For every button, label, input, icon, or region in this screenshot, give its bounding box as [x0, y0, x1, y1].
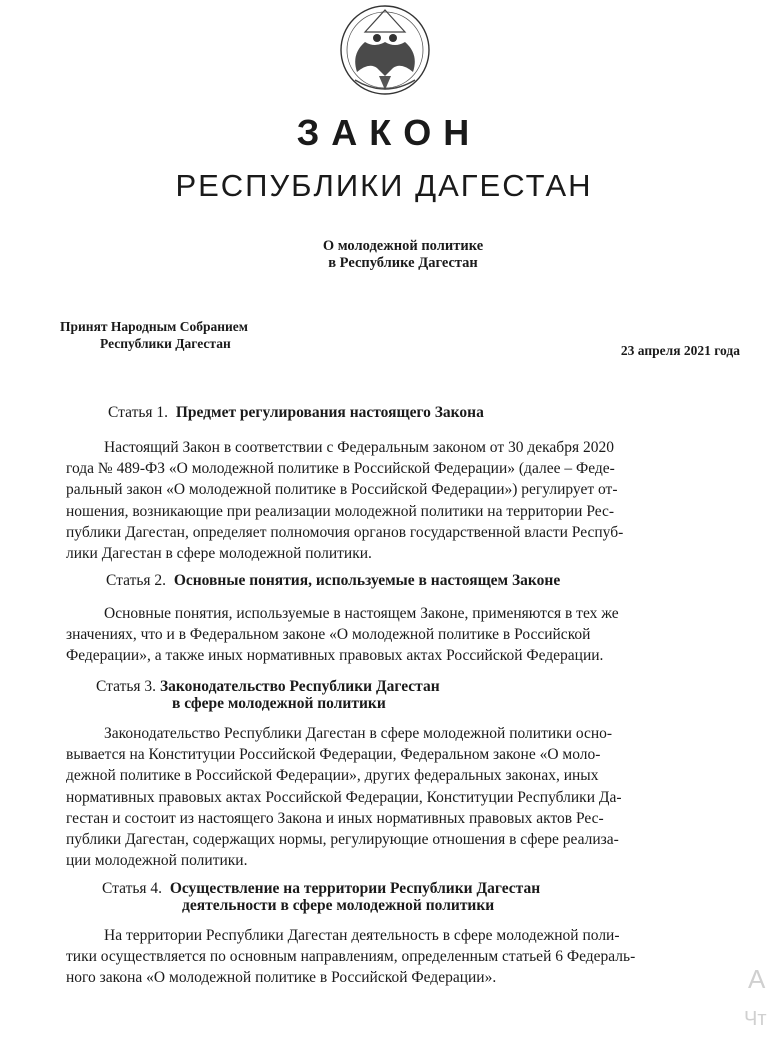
article-heading — [106, 572, 560, 589]
body-line: публики Дагестан, содержащих нормы, регулирующие отношения в сфере реализа- — [66, 831, 619, 849]
body-line: лики Дагестан в сфере молодежной политики. — [66, 545, 372, 563]
watermark-text: Чт — [744, 1008, 767, 1030]
coat-of-arms-icon — [335, 2, 435, 102]
article-title: Законодательство Республики Дагестан — [159, 678, 440, 695]
article-title: Основные понятия, используемые в настоящем Законе — [173, 572, 561, 589]
body-line: Законодательство Республики Дагестан в сфере молодежной политики осно- — [104, 725, 613, 742]
article-heading — [96, 678, 440, 712]
article-heading — [108, 404, 484, 421]
adoption-date: 23 апреля 2021 года — [620, 343, 740, 358]
article-body — [66, 723, 738, 871]
body-line: гестан и состоит из настоящего Закона и иных нормативных правовых актов Рес- — [66, 809, 604, 827]
body-line: На территории Республики Дагестан деятельность в сфере молодежной поли- — [104, 927, 620, 944]
article-label: Статья 4. — [102, 880, 163, 897]
law-subtitle — [0, 238, 768, 272]
body-line: нормативных правовых актах Российской Федерации, Конституции Республики Да- — [66, 788, 622, 806]
adoption-note — [60, 318, 248, 352]
adoption-line: Принят Народным Собранием — [60, 319, 248, 334]
body-line: тики осуществляется по основным направлениям, определенным статьей 6 Федераль- — [66, 948, 636, 966]
body-line: Федерации», а также иных нормативных правовых актах Российской Федерации. — [66, 647, 604, 665]
body-line: Основные понятия, используемые в настоящем Законе, применяются в тех же — [104, 605, 619, 622]
subtitle-line: О молодежной политике — [322, 238, 484, 254]
body-line: ношения, возникающие при реализации молодежной политики на территории Рес- — [66, 502, 615, 520]
body-line: дежной политике в Российской Федерации», других федеральных законах, иных — [66, 767, 599, 785]
article-title: Осуществление на территории Республики Дагестан — [169, 880, 541, 897]
body-line: ного закона «О молодежной политике в Российской Федерации». — [66, 969, 497, 987]
subtitle-line: в Республике Дагестан — [328, 255, 478, 271]
body-line: ральный закон «О молодежной политике в Российской Федерации») регулирует от- — [66, 481, 618, 499]
body-line: вывается на Конституции Российской Федерации, Федеральном законе «О моло- — [66, 746, 601, 764]
body-line: года № 489-ФЗ «О молодежной политике в Российской Федерации» (далее – Феде- — [66, 460, 615, 478]
body-line: публики Дагестан, определяет полномочия органов государственной власти Респуб- — [66, 523, 624, 541]
article-heading — [102, 880, 540, 914]
article-label: Статья 1. — [108, 404, 169, 421]
adoption-line: Республики Дагестан — [100, 336, 231, 351]
article-body — [66, 603, 738, 667]
body-line: значениях, что и в Федеральном законе «О молодежной политике в Российской — [66, 626, 591, 644]
body-line: ции молодежной политики. — [66, 852, 248, 870]
article-label: Статья 2. — [106, 572, 167, 589]
article-title: Предмет регулирования настоящего Закона — [175, 404, 484, 421]
article-title-continued: деятельности в сфере молодежной политики — [182, 897, 495, 914]
law-title: ЗАКОН — [296, 112, 482, 153]
body-line: Настоящий Закон в соответствии с Федеральным законом от 30 декабря 2020 — [104, 439, 614, 456]
article-title-continued: в сфере молодежной политики — [172, 695, 386, 712]
article-body — [66, 437, 738, 564]
republic-title: РЕСПУБЛИКИ ДАГЕСТАН — [175, 168, 593, 203]
article-body — [66, 925, 738, 989]
watermark-text: А — [748, 964, 766, 994]
article-label: Статья 3. — [96, 678, 157, 695]
